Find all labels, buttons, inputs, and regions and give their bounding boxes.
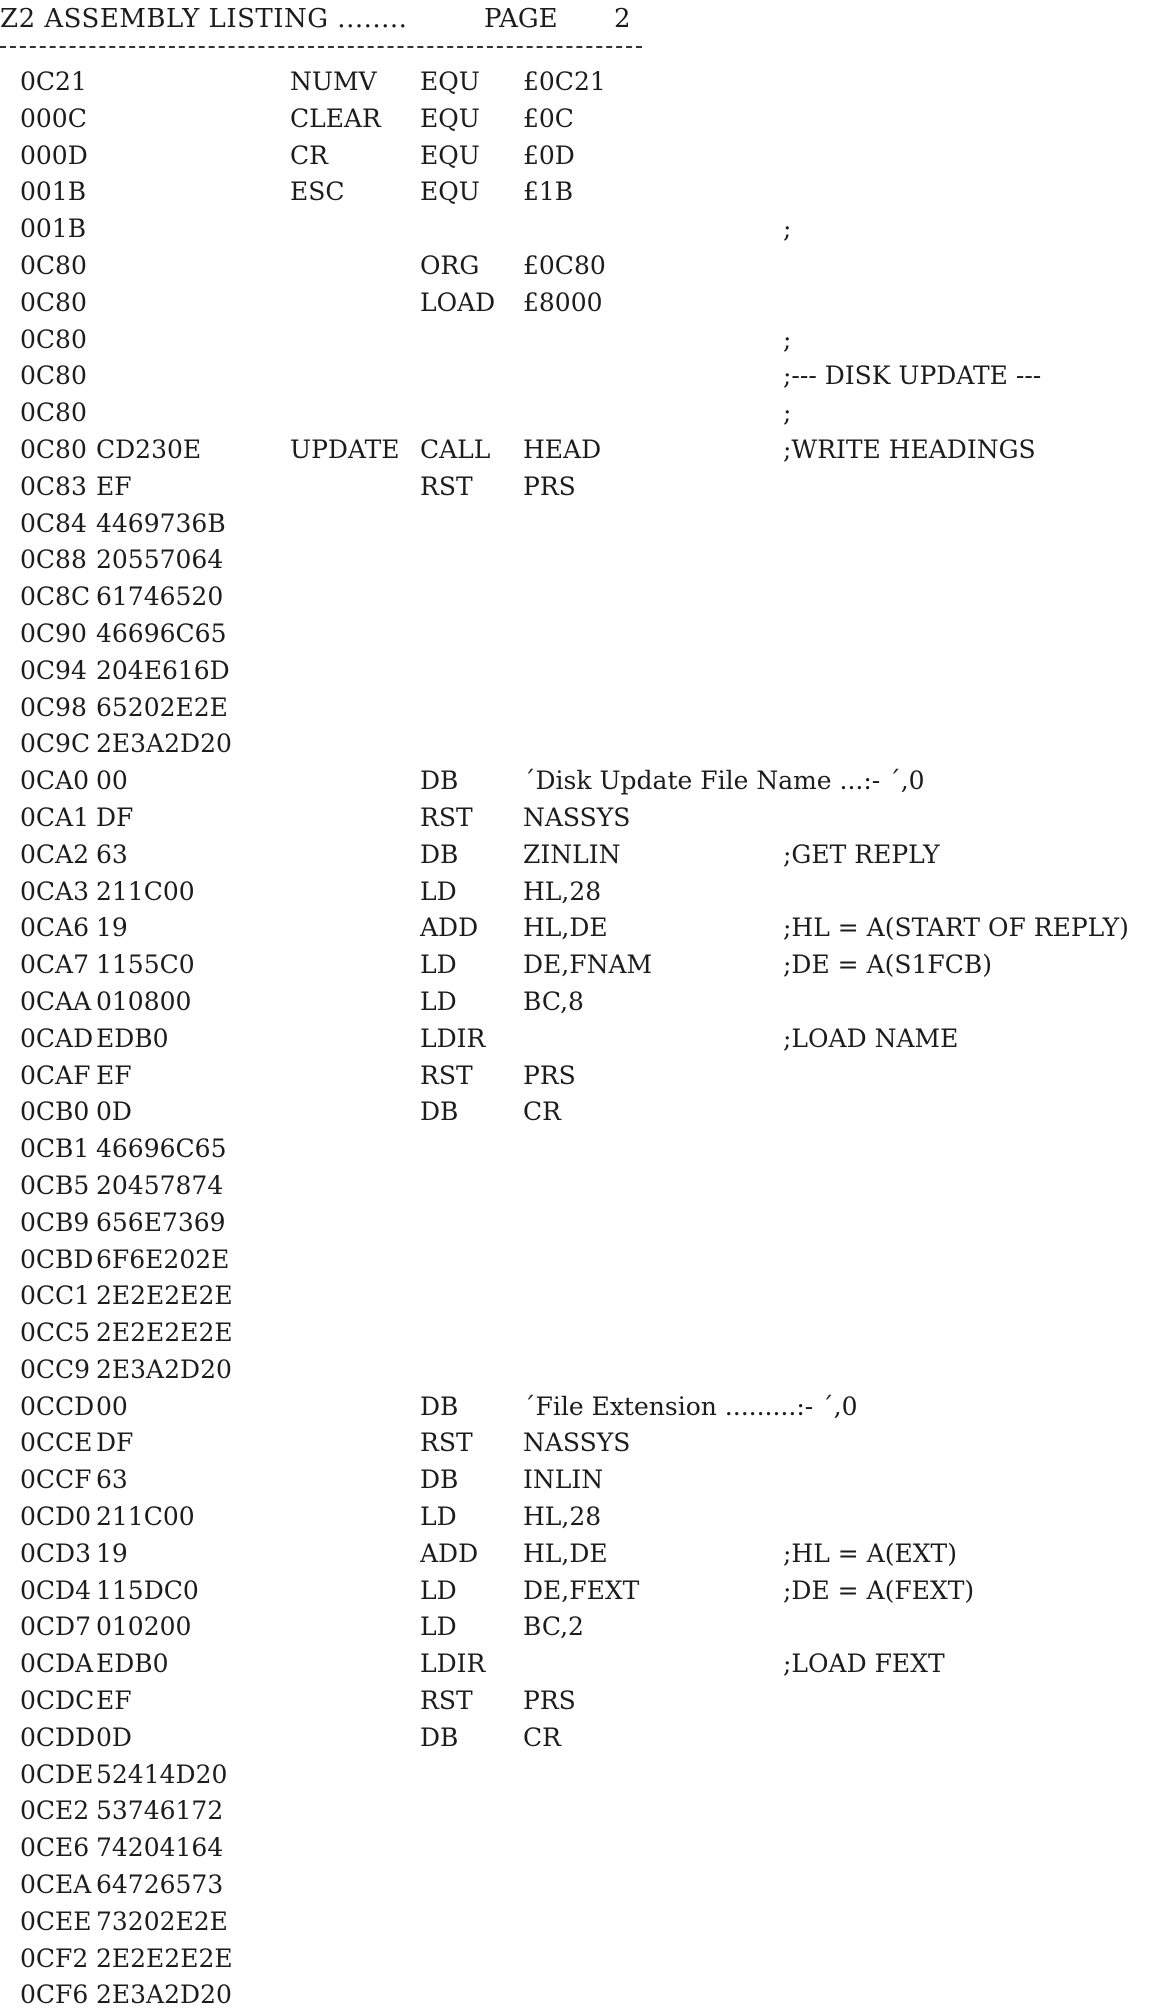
opcode-cell: LD <box>420 1575 457 1605</box>
object-code-cell: 46696C65 <box>96 618 227 648</box>
address-cell: 0CB0 <box>20 1097 90 1127</box>
operand-cell: ZINLIN <box>523 839 621 869</box>
listing-title: Z2 ASSEMBLY LISTING ........ <box>0 4 408 34</box>
operand-cell: PRS <box>523 1060 576 1090</box>
address-cell: 0C98 <box>20 692 87 722</box>
opcode-cell: ADD <box>420 1538 479 1568</box>
object-code-cell: 20457874 <box>96 1170 224 1200</box>
address-cell: 0C90 <box>20 618 87 648</box>
listing-line <box>0 211 1156 248</box>
address-cell: 0C80 <box>20 434 87 464</box>
listing-line <box>0 579 1156 616</box>
object-code-cell: 53746172 <box>96 1796 224 1826</box>
operand-cell: £0C80 <box>523 250 606 280</box>
label-cell: UPDATE <box>290 434 400 464</box>
address-cell: 0C21 <box>20 67 87 96</box>
label-cell: NUMV <box>290 67 377 96</box>
operand-cell: HL,DE <box>523 913 608 943</box>
opcode-cell: DB <box>420 1391 459 1421</box>
operand-cell: NASSYS <box>523 802 631 832</box>
label-cell: CLEAR <box>290 103 381 133</box>
comment-cell: ;WRITE HEADINGS <box>783 434 1036 464</box>
listing-line <box>0 1536 1156 1573</box>
object-code-cell: 211C00 <box>96 1502 195 1532</box>
opcode-cell: DB <box>420 1465 459 1495</box>
listing-line <box>0 1315 1156 1352</box>
operand-cell: CR <box>523 1097 561 1127</box>
address-cell: 0CDE <box>20 1759 94 1789</box>
address-cell: 0CF6 <box>20 1980 89 2010</box>
listing-line <box>0 506 1156 543</box>
opcode-cell: EQU <box>420 67 480 96</box>
object-code-cell: 0D <box>96 1722 132 1752</box>
object-code-cell: 1155C0 <box>96 950 195 980</box>
opcode-cell: RST <box>420 1428 473 1458</box>
listing-line <box>0 947 1156 984</box>
listing-line <box>0 358 1156 395</box>
listing-line <box>0 1830 1156 1867</box>
address-cell: 0CC9 <box>20 1354 91 1384</box>
comment-cell: ;HL = A(EXT) <box>783 1538 957 1568</box>
comment-cell: ;DE = A(FEXT) <box>783 1575 975 1605</box>
listing-line <box>0 1242 1156 1279</box>
address-cell: 001B <box>20 214 87 244</box>
address-cell: 0CB1 <box>20 1134 90 1164</box>
address-cell: 001B <box>20 177 87 207</box>
listing-line <box>0 837 1156 874</box>
listing-line <box>0 1021 1156 1058</box>
label-cell: ESC <box>290 177 345 207</box>
address-cell: 0CA3 <box>20 876 89 906</box>
listing-line <box>0 1646 1156 1683</box>
object-code-cell: 0D <box>96 1097 132 1127</box>
object-code-cell: 52414D20 <box>96 1759 228 1789</box>
listing-line <box>0 1683 1156 1720</box>
address-cell: 0C9C <box>20 729 91 759</box>
operand-cell: £0D <box>523 140 575 170</box>
address-cell: 0CC1 <box>20 1281 91 1311</box>
operand-cell: £1B <box>523 177 574 207</box>
listing-line <box>0 1168 1156 1205</box>
listing-line <box>0 469 1156 506</box>
object-code-cell: EDB0 <box>96 1023 169 1053</box>
object-code-cell: 00 <box>96 766 128 796</box>
address-cell: 0CF2 <box>20 1943 89 1973</box>
listing-line <box>0 1757 1156 1794</box>
object-code-cell: 2E2E2E2E <box>96 1318 233 1348</box>
header-rule <box>0 46 642 48</box>
comment-cell: ; <box>783 398 792 428</box>
address-cell: 0C80 <box>20 287 87 317</box>
object-code-cell: 2E3A2D20 <box>96 1980 232 2010</box>
listing-line <box>0 1941 1156 1978</box>
listing-line <box>0 285 1156 322</box>
listing-line <box>0 542 1156 579</box>
listing-line <box>0 1609 1156 1646</box>
listing-line <box>0 1058 1156 1095</box>
opcode-cell: CALL <box>420 434 491 464</box>
opcode-cell: EQU <box>420 140 480 170</box>
address-cell: 0CD3 <box>20 1538 91 1568</box>
opcode-cell: RST <box>420 471 473 501</box>
opcode-cell: DB <box>420 839 459 869</box>
object-code-cell: 010200 <box>96 1612 192 1642</box>
operand-cell: £8000 <box>523 287 603 317</box>
address-cell: 0CDD <box>20 1722 96 1752</box>
listing-line <box>0 1425 1156 1462</box>
comment-cell: ;LOAD NAME <box>783 1023 959 1053</box>
address-cell: 0CD7 <box>20 1612 91 1642</box>
address-cell: 0CA2 <box>20 839 89 869</box>
object-code-cell: 4469736B <box>96 508 226 538</box>
operand-cell: PRS <box>523 1686 576 1716</box>
listing-line <box>0 726 1156 763</box>
comment-cell: ;GET REPLY <box>783 839 940 869</box>
object-code-cell: 2E3A2D20 <box>96 1354 232 1384</box>
operand-cell: BC,8 <box>523 986 584 1016</box>
listing-line <box>0 1205 1156 1242</box>
listing-line <box>0 248 1156 285</box>
address-cell: 0CD0 <box>20 1502 91 1532</box>
opcode-cell: ADD <box>420 913 479 943</box>
address-cell: 0C80 <box>20 250 87 280</box>
opcode-cell: LD <box>420 1612 457 1642</box>
address-cell: 0CAA <box>20 986 92 1016</box>
operand-cell: INLIN <box>523 1465 604 1495</box>
object-code-cell: 73202E2E <box>96 1906 228 1936</box>
opcode-cell: DB <box>420 766 459 796</box>
listing-line <box>0 690 1156 727</box>
object-code-cell: 61746520 <box>96 582 224 612</box>
listing-line <box>0 432 1156 469</box>
listing-line <box>0 1352 1156 1389</box>
operand-cell: HL,28 <box>523 876 602 906</box>
listing-line <box>0 1131 1156 1168</box>
listing-line <box>0 874 1156 911</box>
listing-line <box>0 763 1156 800</box>
object-code-cell: 19 <box>96 1538 128 1568</box>
object-code-cell: 2E2E2E2E <box>96 1281 233 1311</box>
opcode-cell: LD <box>420 1502 457 1532</box>
address-cell: 0CE2 <box>20 1796 90 1826</box>
listing-line <box>0 653 1156 690</box>
address-cell: 0CB5 <box>20 1170 90 1200</box>
address-cell: 0CAF <box>20 1060 91 1090</box>
opcode-cell: LD <box>420 876 457 906</box>
listing-line <box>0 1462 1156 1499</box>
listing-line <box>0 1573 1156 1610</box>
object-code-cell: EDB0 <box>96 1649 169 1679</box>
object-code-cell: EF <box>96 1060 132 1090</box>
object-code-cell: CD230E <box>96 434 202 464</box>
listing-line <box>0 984 1156 1021</box>
address-cell: 0CA0 <box>20 766 89 796</box>
comment-cell: ; <box>783 324 792 354</box>
listing-line <box>0 1904 1156 1941</box>
object-code-cell: 20557064 <box>96 545 224 575</box>
address-cell: 0CEA <box>20 1870 92 1900</box>
comment-cell: ; <box>783 214 792 244</box>
listing-line <box>0 101 1156 138</box>
listing-line <box>0 1499 1156 1536</box>
listing-line <box>0 1720 1156 1757</box>
listing-line <box>0 64 1156 101</box>
object-code-cell: 46696C65 <box>96 1134 227 1164</box>
address-cell: 0C80 <box>20 361 87 391</box>
address-cell: 0CE6 <box>20 1833 90 1863</box>
opcode-cell: RST <box>420 1686 473 1716</box>
address-cell: 0CB9 <box>20 1207 90 1237</box>
operand-cell: DE,FNAM <box>523 950 653 980</box>
object-code-cell: 010800 <box>96 986 192 1016</box>
object-code-cell: 656E7369 <box>96 1207 226 1237</box>
address-cell: 0CA1 <box>20 802 89 832</box>
address-cell: 0CCF <box>20 1465 92 1495</box>
operand-cell: ´Disk Update File Name ...:- ´,0 <box>523 766 925 796</box>
address-cell: 0CEE <box>20 1906 92 1936</box>
address-cell: 000D <box>20 140 88 170</box>
listing-line <box>0 800 1156 837</box>
opcode-cell: DB <box>420 1097 459 1127</box>
opcode-cell: EQU <box>420 103 480 133</box>
address-cell: 0CD4 <box>20 1575 91 1605</box>
listing-line <box>0 1867 1156 1904</box>
listing-line <box>0 1977 1156 2014</box>
assembly-listing <box>0 64 1156 2014</box>
listing-line <box>0 1094 1156 1131</box>
object-code-cell: 00 <box>96 1391 128 1421</box>
address-cell: 000C <box>20 103 87 133</box>
object-code-cell: EF <box>96 471 132 501</box>
address-cell: 0CDC <box>20 1686 95 1716</box>
object-code-cell: 2E3A2D20 <box>96 729 232 759</box>
object-code-cell: 63 <box>96 839 128 869</box>
address-cell: 0CCE <box>20 1428 93 1458</box>
address-cell: 0CAD <box>20 1023 94 1053</box>
address-cell: 0CC5 <box>20 1318 91 1348</box>
object-code-cell: 74204164 <box>96 1833 224 1863</box>
listing-line <box>0 174 1156 211</box>
operand-cell: DE,FEXT <box>523 1575 640 1605</box>
object-code-cell: 63 <box>96 1465 128 1495</box>
address-cell: 0C83 <box>20 471 87 501</box>
operand-cell: PRS <box>523 471 576 501</box>
object-code-cell: 2E2E2E2E <box>96 1943 233 1973</box>
operand-cell: NASSYS <box>523 1428 631 1458</box>
opcode-cell: LD <box>420 986 457 1016</box>
object-code-cell: 6F6E202E <box>96 1244 230 1274</box>
object-code-cell: 204E616D <box>96 655 230 685</box>
operand-cell: HL,DE <box>523 1538 608 1568</box>
comment-cell: ;DE = A(S1FCB) <box>783 950 992 980</box>
opcode-cell: LDIR <box>420 1649 486 1679</box>
address-cell: 0CA6 <box>20 913 89 943</box>
operand-cell: £0C21 <box>523 67 606 96</box>
address-cell: 0CA7 <box>20 950 89 980</box>
operand-cell: ´File Extension .........:- ´,0 <box>523 1391 858 1421</box>
listing-line <box>0 1389 1156 1426</box>
page-label: PAGE <box>484 4 558 34</box>
opcode-cell: RST <box>420 802 473 832</box>
opcode-cell: LD <box>420 950 457 980</box>
address-cell: 0C80 <box>20 398 87 428</box>
address-cell: 0CBD <box>20 1244 94 1274</box>
opcode-cell: LDIR <box>420 1023 486 1053</box>
listing-line <box>0 138 1156 175</box>
address-cell: 0C8C <box>20 582 91 612</box>
listing-line <box>0 322 1156 359</box>
comment-cell: ;--- DISK UPDATE --- <box>783 361 1042 391</box>
opcode-cell: LOAD <box>420 287 496 317</box>
label-cell: CR <box>290 140 328 170</box>
operand-cell: BC,2 <box>523 1612 584 1642</box>
address-cell: 0CDA <box>20 1649 94 1679</box>
listing-line <box>0 395 1156 432</box>
object-code-cell: 64726573 <box>96 1870 224 1900</box>
address-cell: 0C94 <box>20 655 87 685</box>
operand-cell: HL,28 <box>523 1502 602 1532</box>
opcode-cell: DB <box>420 1722 459 1752</box>
opcode-cell: ORG <box>420 250 480 280</box>
address-cell: 0C80 <box>20 324 87 354</box>
comment-cell: ;HL = A(START OF REPLY) <box>783 913 1129 943</box>
address-cell: 0C88 <box>20 545 87 575</box>
listing-line <box>0 1278 1156 1315</box>
listing-line <box>0 1793 1156 1830</box>
operand-cell: HEAD <box>523 434 602 464</box>
object-code-cell: 19 <box>96 913 128 943</box>
address-cell: 0CCD <box>20 1391 95 1421</box>
object-code-cell: 211C00 <box>96 876 195 906</box>
object-code-cell: 115DC0 <box>96 1575 199 1605</box>
object-code-cell: EF <box>96 1686 132 1716</box>
opcode-cell: EQU <box>420 177 480 207</box>
object-code-cell: DF <box>96 1428 134 1458</box>
opcode-cell: RST <box>420 1060 473 1090</box>
object-code-cell: DF <box>96 802 134 832</box>
operand-cell: £0C <box>523 103 574 133</box>
comment-cell: ;LOAD FEXT <box>783 1649 945 1679</box>
object-code-cell: 65202E2E <box>96 692 228 722</box>
page-number: 2 <box>614 4 631 34</box>
operand-cell: CR <box>523 1722 561 1752</box>
address-cell: 0C84 <box>20 508 87 538</box>
listing-line <box>0 910 1156 947</box>
listing-line <box>0 616 1156 653</box>
